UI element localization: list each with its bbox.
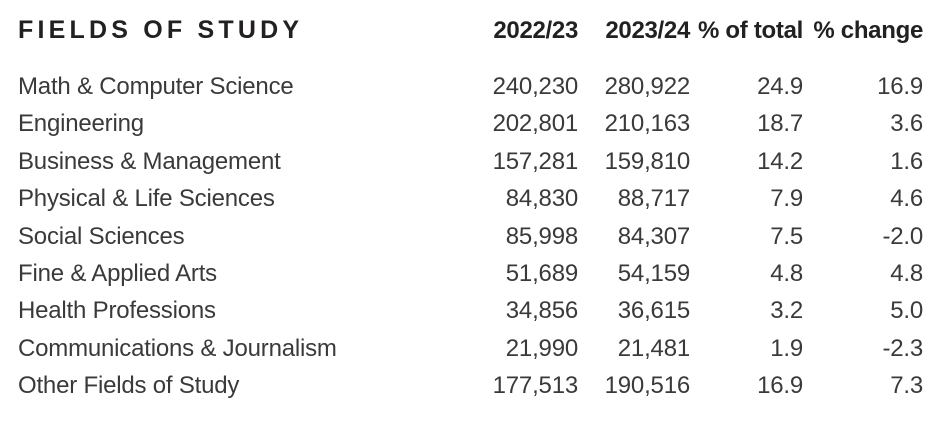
cell-2022-23: 84,830 xyxy=(505,185,578,213)
cell-pct-of-total: 16.9 xyxy=(757,372,803,400)
column-header-pct-change: % change xyxy=(813,17,923,44)
cell-2022-23: 51,689 xyxy=(505,259,578,287)
cell-pct-of-total: 7.5 xyxy=(770,222,803,250)
cell-2022-23: 202,801 xyxy=(492,110,578,138)
cell-pct-of-total: 7.9 xyxy=(770,185,803,213)
cell-2022-23: 240,230 xyxy=(492,73,578,100)
cell-2023-24: 159,810 xyxy=(604,147,690,175)
cell-2023-24: 84,307 xyxy=(617,222,690,250)
cell-pct-change: 16.9 xyxy=(877,73,923,100)
cell-pct-of-total: 1.9 xyxy=(770,334,803,362)
cell-pct-change: 5.0 xyxy=(890,297,923,325)
cell-pct-of-total: 4.8 xyxy=(770,259,803,287)
cell-pct-change: -2.3 xyxy=(882,334,923,362)
cell-pct-of-total: 3.2 xyxy=(770,297,803,325)
column-header-2023-24: 2023/24 xyxy=(605,17,690,44)
cell-pct-of-total: 14.2 xyxy=(757,147,803,175)
table-row xyxy=(18,143,923,180)
cell-2023-24: 210,163 xyxy=(604,110,690,138)
table-row xyxy=(18,367,923,404)
cell-pct-change: -2.0 xyxy=(882,222,923,250)
cell-2023-24: 36,615 xyxy=(617,297,690,325)
cell-2023-24: 21,481 xyxy=(617,334,690,362)
row-label: Fine & Applied Arts xyxy=(18,259,217,287)
table-header-row xyxy=(18,16,923,44)
table-row xyxy=(18,255,923,292)
row-label: Communications & Journalism xyxy=(18,334,337,362)
table-row xyxy=(18,292,923,329)
cell-pct-of-total: 24.9 xyxy=(757,73,803,100)
table-row xyxy=(18,180,923,217)
cell-2023-24: 54,159 xyxy=(617,259,690,287)
cell-2022-23: 34,856 xyxy=(505,297,578,325)
table-row xyxy=(18,105,923,142)
row-label: Engineering xyxy=(18,110,144,138)
table-row xyxy=(18,330,923,367)
row-label: Social Sciences xyxy=(18,222,185,250)
cell-2022-23: 85,998 xyxy=(505,222,578,250)
cell-pct-change: 1.6 xyxy=(890,147,923,175)
table-row xyxy=(18,218,923,255)
cell-pct-change: 4.8 xyxy=(890,259,923,287)
column-header-pct-of-total: % of total xyxy=(698,17,803,44)
row-label: Health Professions xyxy=(18,297,216,325)
row-label: Physical & Life Sciences xyxy=(18,185,275,213)
cell-2022-23: 177,513 xyxy=(492,372,578,400)
cell-2022-23: 21,990 xyxy=(505,334,578,362)
table-row xyxy=(18,68,923,105)
column-header-2022-23: 2022/23 xyxy=(493,17,578,44)
cell-2022-23: 157,281 xyxy=(492,147,578,175)
cell-pct-change: 3.6 xyxy=(890,110,923,138)
cell-2023-24: 190,516 xyxy=(604,372,690,400)
table-title: FIELDS OF STUDY xyxy=(18,16,304,44)
cell-pct-of-total: 18.7 xyxy=(757,110,803,138)
cell-pct-change: 7.3 xyxy=(890,372,923,400)
cell-2023-24: 280,922 xyxy=(604,73,690,100)
cell-2023-24: 88,717 xyxy=(617,185,690,213)
row-label: Math & Computer Science xyxy=(18,73,294,100)
row-label: Business & Management xyxy=(18,147,281,175)
table-body xyxy=(18,68,923,405)
row-label: Other Fields of Study xyxy=(18,372,240,400)
cell-pct-change: 4.6 xyxy=(890,185,923,213)
